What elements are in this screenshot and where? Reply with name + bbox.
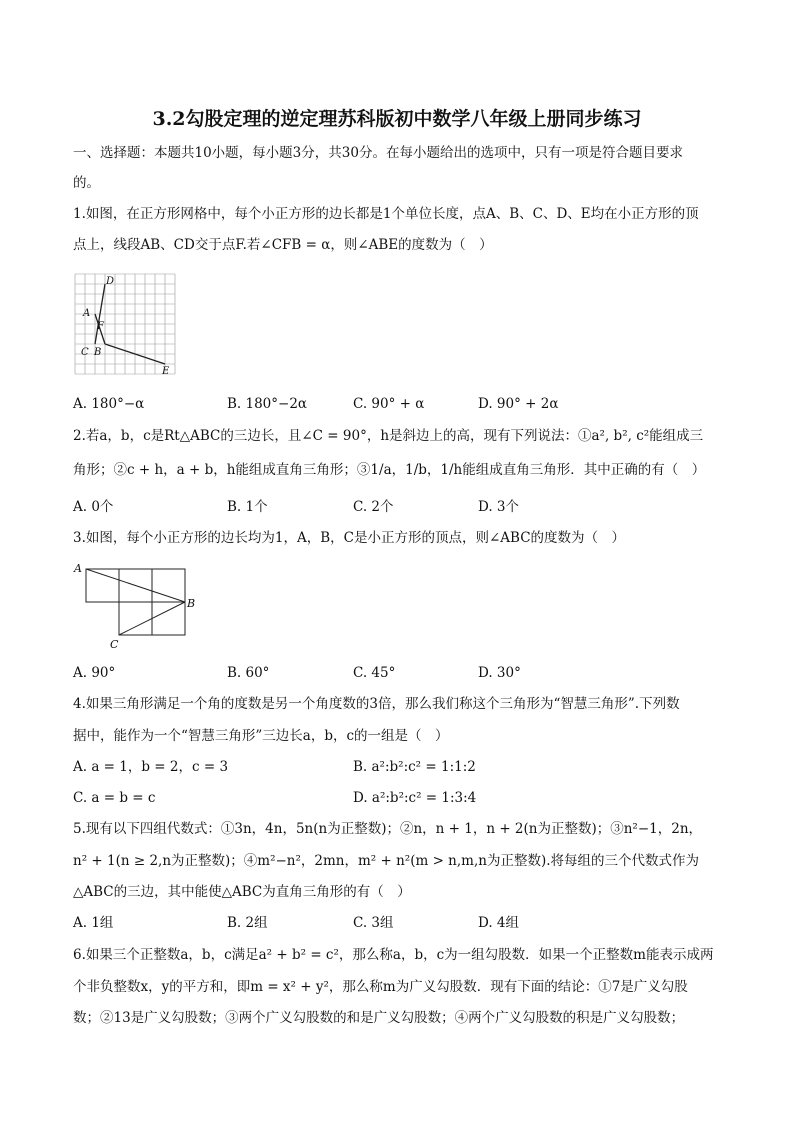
q1-option-a: A. 180°−α [73,396,145,412]
q5-option-b: B. 2组 [227,915,268,931]
q1-option-d: D. 90° + 2α [478,396,559,412]
q2-option-b: B. 1个 [227,499,268,515]
q4-option-b: B. a²:b²:c² = 1:1:2 [353,759,476,775]
q3-label-a: A [74,562,82,575]
q5-option-a: A. 1组 [73,915,114,931]
q6-line-3: 数；②13是广义勾股数；③两个广义勾股数的和是广义勾股数；④两个广义勾股数的积是广义勾股数； [73,1010,685,1026]
q3-label-c: C [110,638,119,650]
q6-line-2: 个非负整数x，y的平方和，即m = x² + y²，那么称m为广义勾股数．现有下面的结论：①7是广义勾股 [73,979,688,995]
q5-option-d: D. 4组 [478,915,520,931]
q5-line-2: n² + 1(n ≥ 2,n为正整数)；④m²−n²，2mn，m² + n²(m > n,m,n为正整数).将每组的三个代数式作为 [73,853,700,869]
q4-option-d: D. a²:b²:c² = 1:3:4 [353,790,477,806]
q1-grid-figure [74,273,180,379]
q5-line-1: 5.现有以下四组代数式：①3n，4n，5n(n为正整数)；②n，n + 1，n + 2(n为正整数)；③n²−1，2n， [73,821,703,837]
q1-label-b: B [94,347,102,358]
q1-label-e: E [162,366,170,377]
q3-option-d: D. 30° [478,665,521,681]
q5-line-3: △ABC的三边，其中能使△ABC为直角三角形的有（ ） [73,884,411,900]
q1-line-1: 1.如图，在正方形网格中，每个小正方形的边长都是1个单位长度，点A、B、C、D、E均在小正方形的顶 [73,206,699,222]
page-title: 3.2勾股定理的逆定理苏科版初中数学八年级上册同步练习 [152,108,642,130]
q1-option-c: C. 90° + α [353,396,425,412]
q2-option-d: D. 3个 [478,499,520,515]
q1-label-d: D [106,276,115,287]
q4-option-c: C. a = b = c [73,790,156,806]
q3-line-1: 3.如图，每个小正方形的边长均为1，A，B，C是小正方形的顶点，则∠ABC的度数为（ ） [73,530,626,546]
q1-label-c: C [81,347,89,358]
section-header-line-1: 一、选择题：本题共10小题，每小题3分，共30分。在每小题给出的选项中，只有一项是符合题目要求 [73,145,683,161]
q6-line-1: 6.如果三个正整数a，b，c满足a² + b² = c²，那么称a，b，c为一组勾股数．如果一个正整数m能表示成两 [73,947,714,963]
q1-label-f: F [97,321,104,332]
q2-option-a: A. 0个 [73,499,114,515]
q3-option-a: A. 90° [73,665,116,681]
q4-option-a: A. a = 1，b = 2，c = 3 [73,759,229,775]
q2-option-c: C. 2个 [353,499,394,515]
section-header-line-2: 的。 [73,175,100,191]
q3-option-c: C. 45° [353,665,396,681]
q4-line-2: 据中，能作为一个“智慧三角形”三边长a，b，c的一组是（ ） [73,728,449,744]
q5-option-c: C. 3组 [353,915,394,931]
q1-option-b: B. 180°−2α [227,396,308,412]
q1-line-2: 点上，线段AB、CD交于点F.若∠CFB = α，则∠ABE的度数为（ ） [73,237,493,253]
q1-label-a: A [83,308,91,319]
q2-line-2: 角形；②c + h，a + b，h能组成直角三角形；③1/a，1/b，1/h能组成直角三角形．其中正确的有（ ） [73,462,706,478]
q3-label-b: B [187,597,196,610]
q3-square-figure [72,560,202,650]
q2-line-1: 2.若a，b，c是Rt△ABC的三边长，且∠C = 90°，h是斜边上的高，现有下列说法：①a², b², c²能组成三 [73,428,704,444]
q3-option-b: B. 60° [227,665,270,681]
q4-line-1: 4.如果三角形满足一个角的度数是另一个角度数的3倍，那么我们称这个三角形为“智慧三角形”.下列数 [73,696,680,712]
